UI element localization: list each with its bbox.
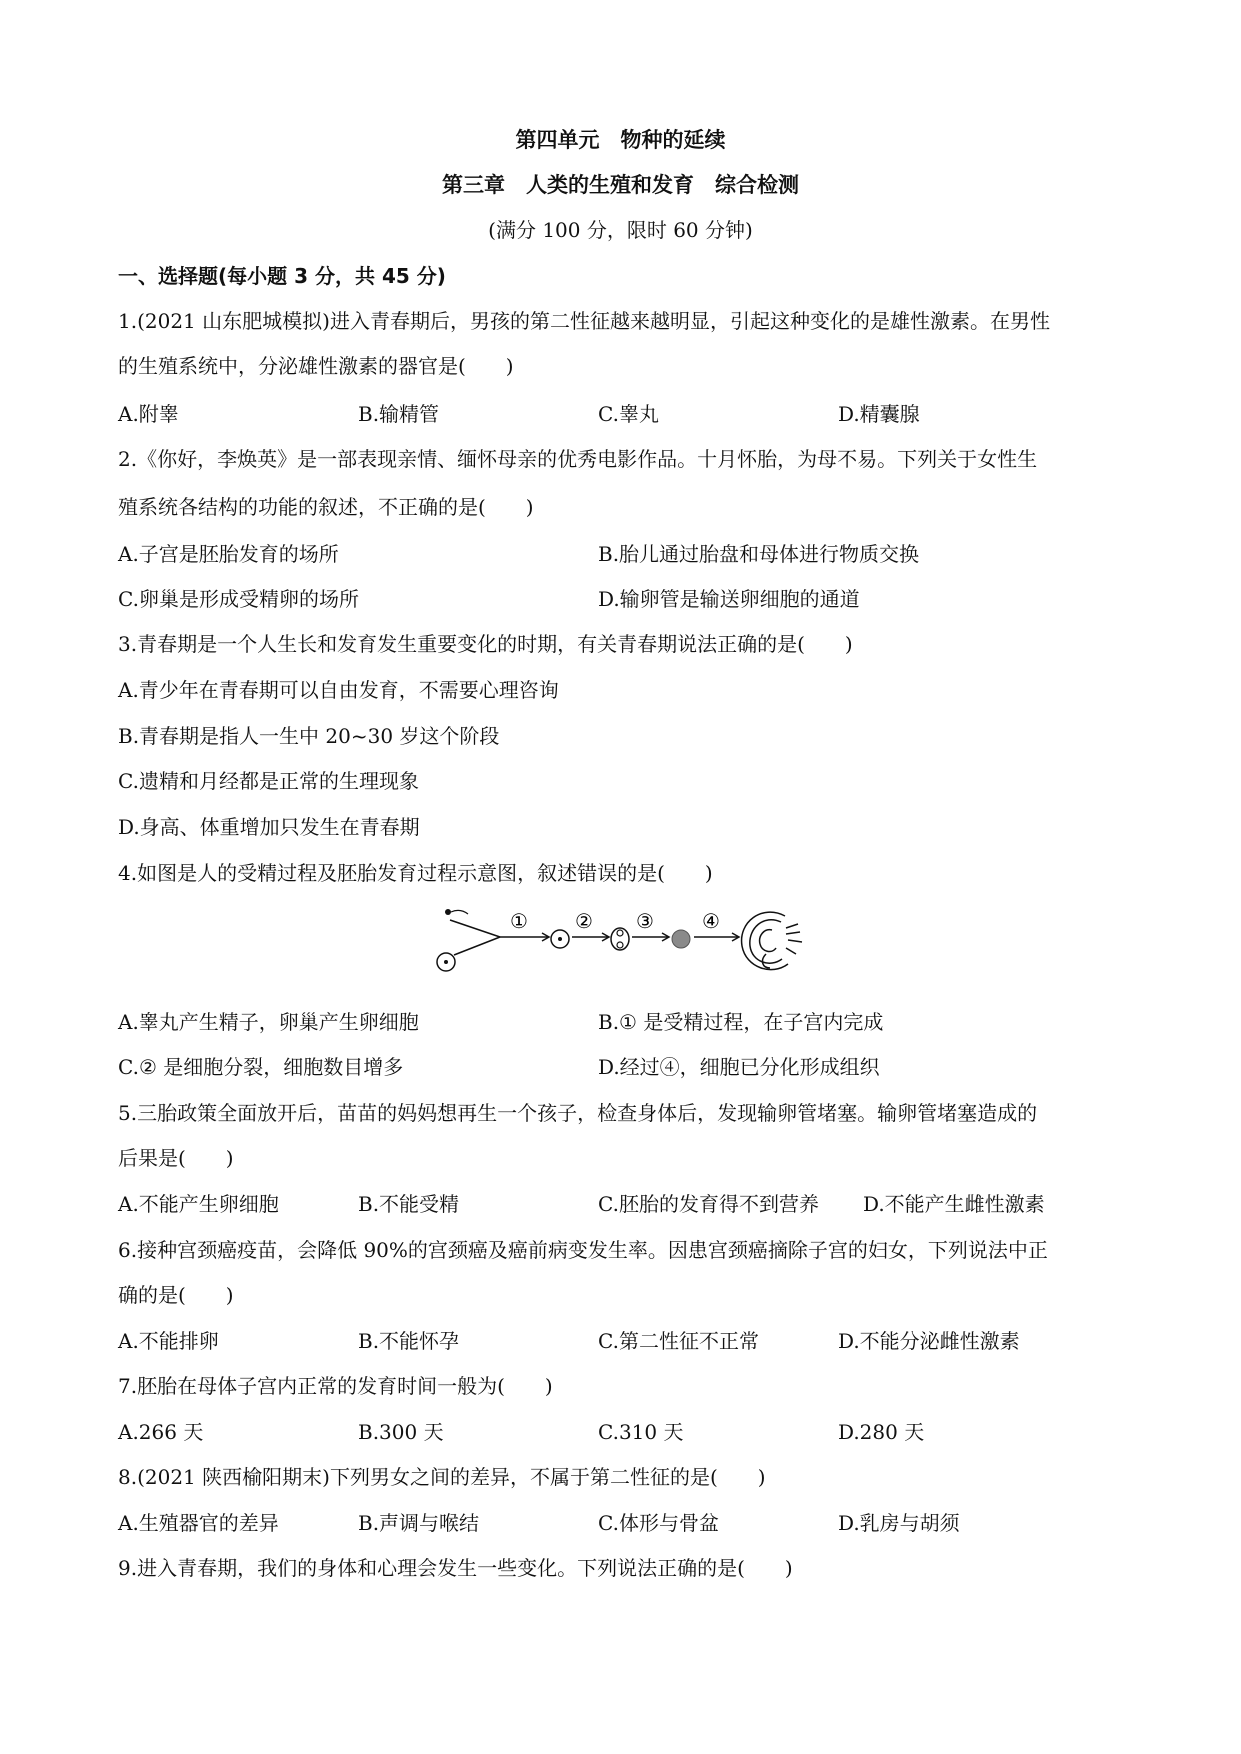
question-7-line-1: 7.胚胎在母体子宫内正常的发育时间一般为( ) xyxy=(118,1374,553,1398)
question-3-option-d: D.身高、体重增加只发生在青春期 xyxy=(118,815,420,839)
unit-title: 第四单元 物种的延续 xyxy=(515,128,726,152)
question-4-option-d: D.经过④，细胞已分化形成组织 xyxy=(598,1055,880,1079)
question-8-option-d: D.乳房与胡须 xyxy=(838,1511,960,1535)
question-6-option-b: B.不能怀孕 xyxy=(358,1329,460,1353)
question-8-line-1: 8.(2021 陕西榆阳期末)下列男女之间的差异，不属于第二性征的是( ) xyxy=(118,1465,766,1489)
question-4-option-a: A.睾丸产生精子，卵巢产生卵细胞 xyxy=(118,1010,419,1034)
zygote-icon xyxy=(551,930,569,948)
question-2-option-c: C.卵巢是形成受精卵的场所 xyxy=(118,587,359,611)
question-1-option-a: A.附睾 xyxy=(118,402,179,426)
question-5-option-a: A.不能产生卵细胞 xyxy=(118,1192,279,1216)
question-2-line-1: 2.《你好，李焕英》是一部表现亲情、缅怀母亲的优秀电影作品。十月怀胎，为母不易。下列关于女性生 xyxy=(118,447,1038,471)
question-8-option-c: C.体形与骨盆 xyxy=(598,1511,719,1535)
fertilization-diagram xyxy=(430,902,810,982)
question-1-line-1: 1.(2021 山东肥城模拟)进入青春期后，男孩的第二性征越来越明显，引起这种变化的是雄性激素。在男性 xyxy=(118,309,1050,333)
egg-cell-icon xyxy=(437,953,455,971)
question-4-line-1: 4.如图是人的受精过程及胚胎发育过程示意图，叙述错误的是( ) xyxy=(118,861,713,885)
question-1-option-b: B.输精管 xyxy=(358,402,440,426)
question-7-option-d: D.280 天 xyxy=(838,1420,925,1444)
question-2-option-b: B.胎儿通过胎盘和母体进行物质交换 xyxy=(598,542,920,566)
question-6-line-1: 6.接种宫颈癌疫苗，会降低 90%的宫颈癌及癌前病变发生率。因患宫颈癌摘除子宫的妇女，下列说法中正 xyxy=(118,1238,1048,1262)
question-4-option-c: C.② 是细胞分裂，细胞数目增多 xyxy=(118,1055,404,1079)
question-2-option-a: A.子宫是胚胎发育的场所 xyxy=(118,542,339,566)
question-6-option-d: D.不能分泌雌性激素 xyxy=(838,1329,1020,1353)
question-4-option-b: B.① 是受精过程，在子宫内完成 xyxy=(598,1010,884,1034)
question-2-option-d: D.输卵管是输送卵细胞的通道 xyxy=(598,587,860,611)
embryo-icon xyxy=(742,912,802,969)
question-7-option-a: A.266 天 xyxy=(118,1420,204,1444)
question-2-line-2: 殖系统各结构的功能的叙述，不正确的是( ) xyxy=(118,495,534,519)
question-7-option-b: B.300 天 xyxy=(358,1420,444,1444)
question-5-option-c: C.胚胎的发育得不到营养 xyxy=(598,1192,819,1216)
question-6-option-c: C.第二性征不正常 xyxy=(598,1329,759,1353)
two-cell-icon xyxy=(611,928,629,950)
question-1-line-2: 的生殖系统中，分泌雄性激素的器官是( ) xyxy=(118,354,514,378)
sperm-path-line xyxy=(450,920,500,937)
question-3-option-b: B.青春期是指人一生中 20~30 岁这个阶段 xyxy=(118,724,500,748)
question-1-option-d: D.精囊腺 xyxy=(838,402,920,426)
question-3-option-c: C.遗精和月经都是正常的生理现象 xyxy=(118,769,419,793)
question-3-line-1: 3.青春期是一个人生长和发育发生重要变化的时期，有关青春期说法正确的是( ) xyxy=(118,632,853,656)
question-9-line-1: 9.进入青春期，我们的身体和心理会发生一些变化。下列说法正确的是( ) xyxy=(118,1556,793,1580)
question-6-option-a: A.不能排卵 xyxy=(118,1329,219,1353)
step-label-2: ② xyxy=(575,909,593,933)
sperm-icon xyxy=(445,909,468,915)
question-8-option-a: A.生殖器官的差异 xyxy=(118,1511,279,1535)
section-heading: 一、选择题(每小题 3 分，共 45 分) xyxy=(118,264,446,288)
step-label-4: ④ xyxy=(702,909,720,933)
question-5-option-d: D.不能产生雌性激素 xyxy=(863,1192,1045,1216)
question-8-option-b: B.声调与喉结 xyxy=(358,1511,480,1535)
step-label-1: ① xyxy=(510,909,528,933)
question-1-option-c: C.睾丸 xyxy=(598,402,659,426)
exam-info: (满分 100 分，限时 60 分钟) xyxy=(488,218,753,242)
question-3-option-a: A.青少年在青春期可以自由发育，不需要心理咨询 xyxy=(118,678,559,702)
question-7-option-c: C.310 天 xyxy=(598,1420,684,1444)
cell-mass-icon xyxy=(672,930,690,948)
question-5-line-1: 5.三胎政策全面放开后，苗苗的妈妈想再生一个孩子，检查身体后，发现输卵管堵塞。输卵管堵塞造成的 xyxy=(118,1101,1038,1125)
question-6-line-2: 确的是( ) xyxy=(118,1283,234,1307)
chapter-title: 第三章 人类的生殖和发育 综合检测 xyxy=(442,173,799,197)
step-label-3: ③ xyxy=(636,909,654,933)
question-5-line-2: 后果是( ) xyxy=(118,1146,234,1170)
question-5-option-b: B.不能受精 xyxy=(358,1192,460,1216)
egg-path-line xyxy=(454,937,500,955)
